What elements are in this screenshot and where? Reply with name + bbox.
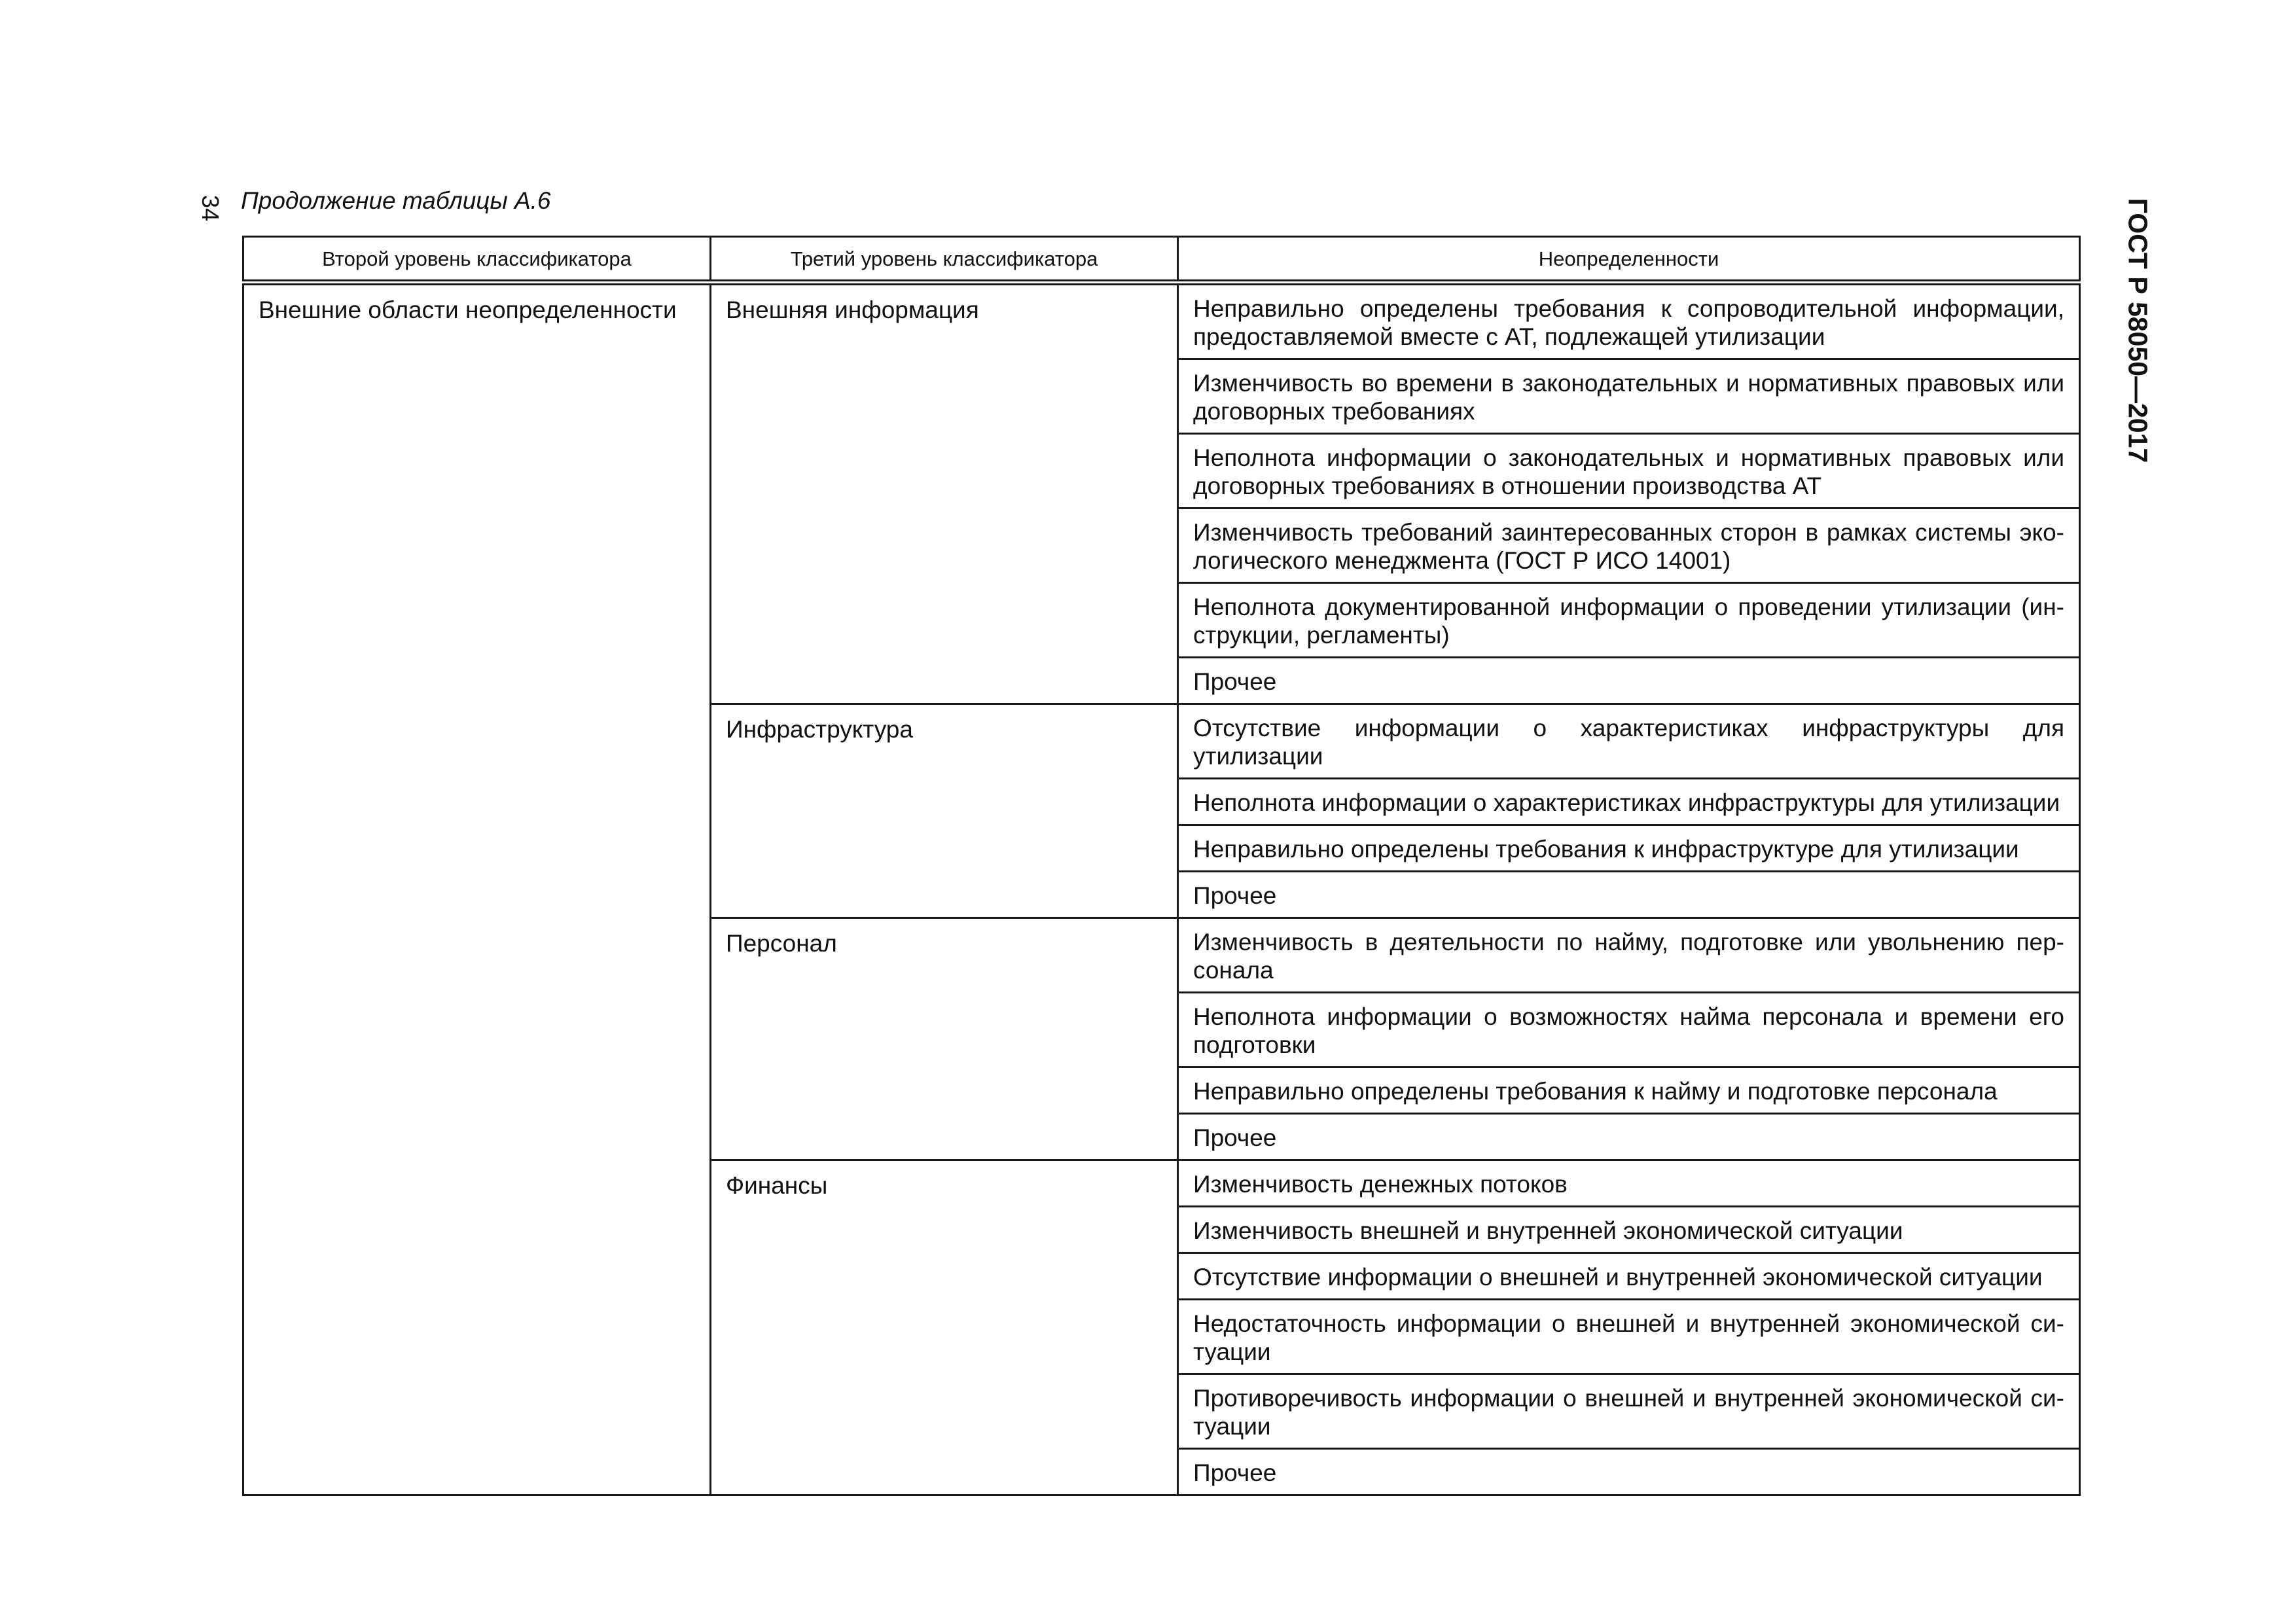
table-row bbox=[243, 283, 2080, 359]
second-level-cell: Внешние области неопределенности bbox=[243, 283, 711, 1495]
uncertainty-cell: Противоречивость информации о внешней и внутренней экономической ситуации bbox=[1178, 1374, 2080, 1449]
uncertainty-cell: Неполнота информации о возможностях найма персонала и времени его подготовки bbox=[1178, 993, 2080, 1067]
page-number: 34 bbox=[197, 194, 224, 222]
third-level-cell-personnel: Персонал bbox=[711, 918, 1178, 1160]
uncertainty-cell: Неполнота документированной информации о проведении утилизации (инструкции, регламенты) bbox=[1178, 583, 2080, 658]
uncertainty-cell: Прочее bbox=[1178, 872, 2080, 918]
uncertainty-cell: Прочее bbox=[1178, 658, 2080, 704]
document-code: ГОСТ Р 58050—2017 bbox=[2123, 198, 2153, 463]
uncertainty-cell: Неправильно определены требования к сопроводительной информации, предоставляемой вместе с АТ, подлежащей утилизации bbox=[1178, 283, 2080, 359]
uncertainty-cell: Изменчивость денежных потоков bbox=[1178, 1160, 2080, 1207]
uncertainty-cell: Неправильно определены требования к инфраструктуре для утилизации bbox=[1178, 825, 2080, 872]
third-level-cell-external-information: Внешняя информация bbox=[711, 283, 1178, 704]
classifier-table bbox=[242, 236, 2081, 1496]
uncertainty-cell: Недостаточность информации о внешней и внутренней экономической ситуации bbox=[1178, 1300, 2080, 1374]
uncertainty-cell: Изменчивость требований заинтересованных сторон в рамках системы экологического менеджмента (ГОСТ Р ИСО 14001) bbox=[1178, 508, 2080, 583]
uncertainty-cell: Прочее bbox=[1178, 1449, 2080, 1495]
uncertainty-cell: Изменчивость внешней и внутренней экономической ситуации bbox=[1178, 1207, 2080, 1253]
uncertainty-cell: Прочее bbox=[1178, 1114, 2080, 1160]
uncertainty-cell: Неправильно определены требования к найму и подготовке персонала bbox=[1178, 1067, 2080, 1114]
table-caption: Продолжение таблицы А.6 bbox=[241, 187, 551, 214]
header-third-level: Третий уровень классификатора bbox=[711, 237, 1178, 283]
table-header-row bbox=[243, 237, 2080, 283]
uncertainty-cell: Неполнота информации о законодательных и нормативных правовых или договорных требованиях в отношении производства АТ bbox=[1178, 434, 2080, 508]
third-level-cell-infrastructure: Инфраструктура bbox=[711, 704, 1178, 918]
uncertainty-cell: Неполнота информации о характеристиках инфраструктуры для утилизации bbox=[1178, 779, 2080, 825]
uncertainty-cell: Изменчивость в деятельности по найму, подготовке или увольнению персонала bbox=[1178, 918, 2080, 993]
uncertainty-cell: Отсутствие информации о характеристиках инфраструктуры для утилизации bbox=[1178, 704, 2080, 779]
classifier-table-container bbox=[242, 236, 2079, 1496]
header-uncertainties: Неопределенности bbox=[1178, 237, 2080, 283]
uncertainty-cell: Отсутствие информации о внешней и внутренней экономической ситуации bbox=[1178, 1253, 2080, 1300]
uncertainty-cell: Изменчивость во времени в законодательных и нормативных правовых или договорных требованиях bbox=[1178, 359, 2080, 434]
third-level-cell-finance: Финансы bbox=[711, 1160, 1178, 1495]
header-second-level: Второй уровень классификатора bbox=[243, 237, 711, 283]
